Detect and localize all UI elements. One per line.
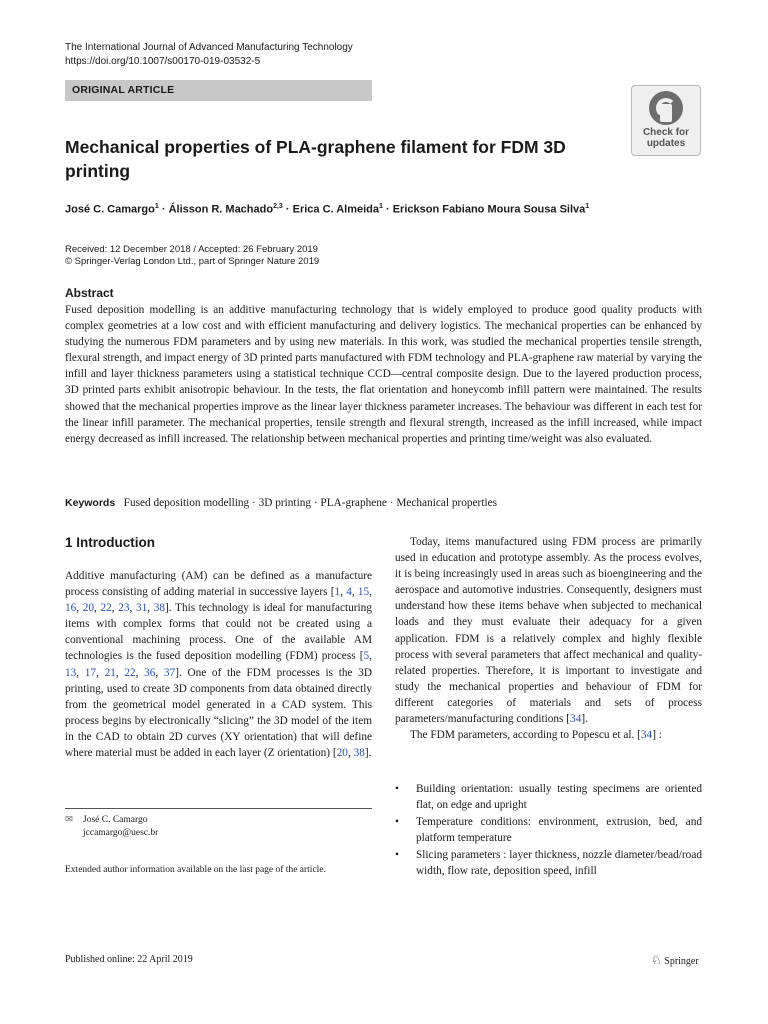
paragraph-text: , (111, 602, 119, 615)
article-type-label: ORIGINAL ARTICLE (65, 80, 372, 101)
badge-line-1: Check for (642, 127, 690, 138)
contact-email[interactable]: jccamargo@uesc.br (83, 828, 159, 838)
check-for-updates-badge[interactable] (631, 85, 701, 156)
citation-link[interactable]: 37 (163, 666, 176, 679)
citation-link[interactable]: 21 (104, 666, 116, 679)
citation-link[interactable]: 34 (570, 713, 582, 726)
extended-author-info: Extended author information available on the last page of the article. (65, 865, 326, 875)
published-online: Published online: 22 April 2019 (65, 954, 193, 965)
received-accepted: Received: 12 December 2018 / Accepted: 26 February 2019 (65, 244, 318, 255)
paragraph-text: , (76, 602, 83, 615)
paragraph-text: ]. (581, 713, 588, 726)
paragraph-text: ]. (364, 747, 372, 760)
section-heading-introduction: 1 Introduction (65, 535, 155, 550)
paragraph-text: Today, items manufactured using FDM process are primarily used in education and prototype assembly. As the process evolves, it is being increasingly used in areas such as bioengineering and the aerospace and automotive industries. Consequently, designers must understand how these items behave when subjected to mechanical loads and they must evaluate their adequacy for a given application. FDM is a relatively complex and highly flexible process with several parameters that affect mechanical and quality-related properties. Therefore, it is important to investigate and study the mechanical properties and behaviour of FDM for different categories of materials and sets of process parameters/manufacturing conditions [ (395, 536, 702, 726)
paragraph-text: , (351, 586, 358, 599)
citation-link[interactable]: 5 (363, 650, 370, 663)
citation-link[interactable]: 23 (118, 602, 130, 615)
intro-paragraph-1 (65, 568, 372, 761)
keywords (65, 497, 497, 509)
author-affiliation: 1 (379, 203, 383, 210)
corresponding-author (65, 814, 158, 840)
list-item: • Building orientation: usually testing specimens are oriented flat, on edge and upright (395, 783, 702, 812)
paragraph-text: , (96, 666, 105, 679)
article-dates (65, 244, 319, 268)
citation-link[interactable]: 31 (136, 602, 148, 615)
paragraph-text: ] : (652, 729, 662, 742)
author-name[interactable]: Erickson Fabiano Moura Sousa Silva (392, 203, 586, 216)
paragraph-text: ]. One of the FDM processes is the 3D printing, used to create 3D components from data obtained directly from the geometrical model generated in a CAD system. This process begins by electronically “slicing” the 3D model of the item in the CAD to obtain 2D curves (XY orientation) that will define where material must be added in each layer (Z orientation) [ (65, 666, 372, 760)
citation-link[interactable]: 20 (336, 747, 348, 760)
publisher-logo (651, 953, 699, 968)
copyright: © Springer-Verlag London Ltd., part of Springer Nature 2019 (65, 256, 320, 267)
author-separator: · (158, 203, 169, 216)
citation-link[interactable]: 38 (153, 602, 166, 615)
paragraph-text: , (115, 666, 125, 679)
author-list (65, 203, 589, 216)
citation-link[interactable]: 13 (65, 666, 77, 679)
citation-link[interactable]: 4 (346, 586, 352, 599)
author-affiliation: 1 (154, 203, 159, 210)
footnote-divider (65, 808, 372, 809)
abstract-text: Fused deposition modelling is an additive manufacturing technology that is widely employed to produce good quality products with complex geometries at a low cost and with efficient manufacturing and delivery logistics. The mechanical properties can be enhanced by studying the numerous FDM parameters and by using new materials. In this work, was studied the mechanical properties tensile strength, flexural strength, and impact energy of 3D printed parts manufactured with FDM technology and PLA-graphene raw material by varying the infill and layer thickness parameters using a statistical technique CCD—central composite design. Due to the layered production process, 3D printed parts exhibit anisotropic behaviour. In the tests, the flat orientation and honeycomb infill pattern were maintained. The results showed that the mechanical properties improve as the linear layer thickness parameter increases. The behaviour was different in each test for the linear infill parameter. The mechanical properties, tensile strength and flexural strength, increased as the infill increased, while impact energy decreased as infill increased. The relationship between mechanical properties and printing time/weight was also evaluated. (65, 304, 702, 445)
citation-link[interactable]: 15 (357, 586, 370, 599)
doi-link[interactable]: https://doi.org/10.1007/s00170-019-03532-5 (65, 56, 261, 67)
publisher-name: Springer (664, 956, 699, 967)
badge-line-2: updates (646, 138, 686, 149)
article-title: Mechanical properties of PLA-graphene filament for FDM 3D printing (65, 137, 566, 181)
fdm-parameter-list (395, 781, 702, 881)
journal-name: The International Journal of Advanced Manufacturing Technology (65, 42, 353, 53)
envelope-icon: ✉ (65, 815, 73, 825)
paragraph-text: , (135, 666, 145, 679)
intro-paragraph-2 (395, 534, 702, 727)
citation-link[interactable]: 34 (640, 729, 653, 742)
citation-link[interactable]: 22 (124, 666, 136, 679)
paragraph-text: Additive manufacturing (AM) can be defined as a manufacture process consisting of adding material in successive layers [ (65, 570, 372, 599)
citation-link[interactable]: 22 (100, 602, 112, 615)
paragraph-text: , (76, 666, 85, 679)
author-affiliation: 2,3 (273, 203, 283, 210)
intro-paragraph-3 (395, 727, 702, 743)
list-item: • Slicing parameters : layer thickness, nozzle diameter/bead/road width, flow rate, deposition speed, infill (395, 849, 702, 878)
citation-link[interactable]: 20 (82, 602, 95, 615)
author-name[interactable]: Álisson R. Machado (168, 203, 274, 216)
paragraph-text: , (369, 586, 372, 599)
keywords-text: Fused deposition modelling · 3D printing · PLA-graphene · Mechanical properties (123, 497, 498, 509)
paragraph-text: , (340, 586, 347, 599)
paragraph-text: The FDM parameters, according to Popescu et al. [ (410, 729, 641, 742)
citation-link[interactable]: 1 (334, 586, 341, 599)
springer-horse-icon: ♘ (651, 953, 662, 967)
citation-link[interactable]: 16 (65, 602, 77, 615)
citation-link[interactable]: 36 (144, 666, 156, 679)
paragraph-text: , (347, 747, 354, 760)
intro-right-column (395, 534, 702, 743)
author-name[interactable]: Erica C. Almeida (292, 203, 380, 216)
paragraph-text: , (94, 602, 101, 615)
journal-header (65, 41, 353, 69)
citation-link[interactable]: 17 (84, 666, 97, 679)
abstract-heading: Abstract (65, 286, 114, 300)
paragraph-text: , (129, 602, 136, 615)
paragraph-text: , (369, 650, 372, 663)
author-name[interactable]: José C. Camargo (65, 203, 155, 216)
paragraph-text: ]. This technology is ideal for manufacturing items with complex forms that could not be created using a conventional machining process. One of the available AM technologies is the fused deposition modelling (FDM) process [ (65, 602, 372, 663)
list-item: • Temperature conditions: environment, extrusion, bed, and platform temperature (395, 816, 702, 845)
keywords-label: Keywords (65, 497, 116, 509)
citation-link[interactable]: 38 (353, 747, 365, 760)
check-for-updates-icon (649, 91, 683, 125)
author-separator: · (282, 203, 293, 216)
author-separator: · (382, 203, 393, 216)
paragraph-text: , (155, 666, 164, 679)
author-affiliation: 1 (585, 203, 590, 210)
paragraph-text: , (147, 602, 154, 615)
contact-name: José C. Camargo (83, 815, 148, 825)
